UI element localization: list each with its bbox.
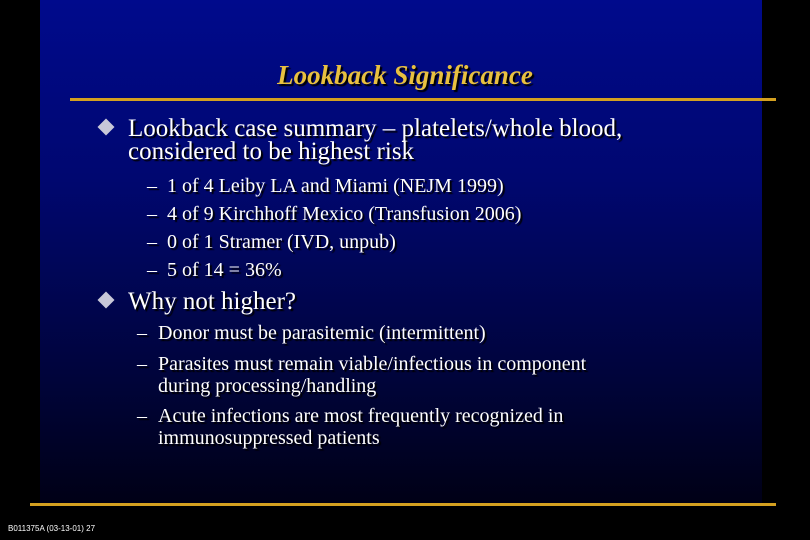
sub-item-text: 4 of 9 Kirchhoff Mexico (Transfusion 2006) <box>167 203 522 225</box>
dash-marker: – <box>147 231 157 253</box>
bullet-1-line-2: considered to be highest risk <box>128 138 415 165</box>
sub-item-line-2: during processing/handling <box>158 375 377 397</box>
sub-item-line-2: immunosuppressed patients <box>158 427 380 449</box>
dash-marker: – <box>147 203 157 225</box>
sub-item-text: 0 of 1 Stramer (IVD, unpub) <box>167 231 396 253</box>
dash-marker: – <box>137 322 147 344</box>
sub-item-1-3 <box>147 231 396 253</box>
sub-item-text: 5 of 14 = 36% <box>167 259 282 281</box>
sub-item-2-2 <box>137 353 586 397</box>
sub-item-line-1: Acute infections are most frequently recognized in <box>158 405 564 427</box>
dash-marker: – <box>137 405 147 427</box>
sub-item-2-1 <box>137 322 486 344</box>
bullet-1-text <box>128 117 622 163</box>
dash-marker: – <box>147 175 157 197</box>
sub-item-text: Donor must be parasitemic (intermittent) <box>158 322 486 344</box>
bullet-2-text <box>128 290 296 313</box>
footer-divider <box>30 503 776 506</box>
bullet-1-line-1: Lookback case summary – platelets/whole blood, <box>128 115 623 142</box>
slide-footer: B011375A (03-13-01) 27 <box>8 524 96 533</box>
sub-item-text: 1 of 4 Leiby LA and Miami (NEJM 1999) <box>167 175 504 197</box>
bullet-2-line-1: Why not higher? <box>128 288 297 315</box>
sub-item-1-4 <box>147 259 282 281</box>
dash-marker: – <box>147 259 157 281</box>
sub-item-1-1 <box>147 175 504 197</box>
sub-item-1-2 <box>147 203 521 225</box>
dash-marker: – <box>137 353 147 375</box>
slide-title: Lookback Significance <box>277 60 533 90</box>
sub-item-line-1: Parasites must remain viable/infectious in component <box>158 353 587 375</box>
title-divider <box>70 98 776 101</box>
sub-item-2-3 <box>137 405 563 449</box>
